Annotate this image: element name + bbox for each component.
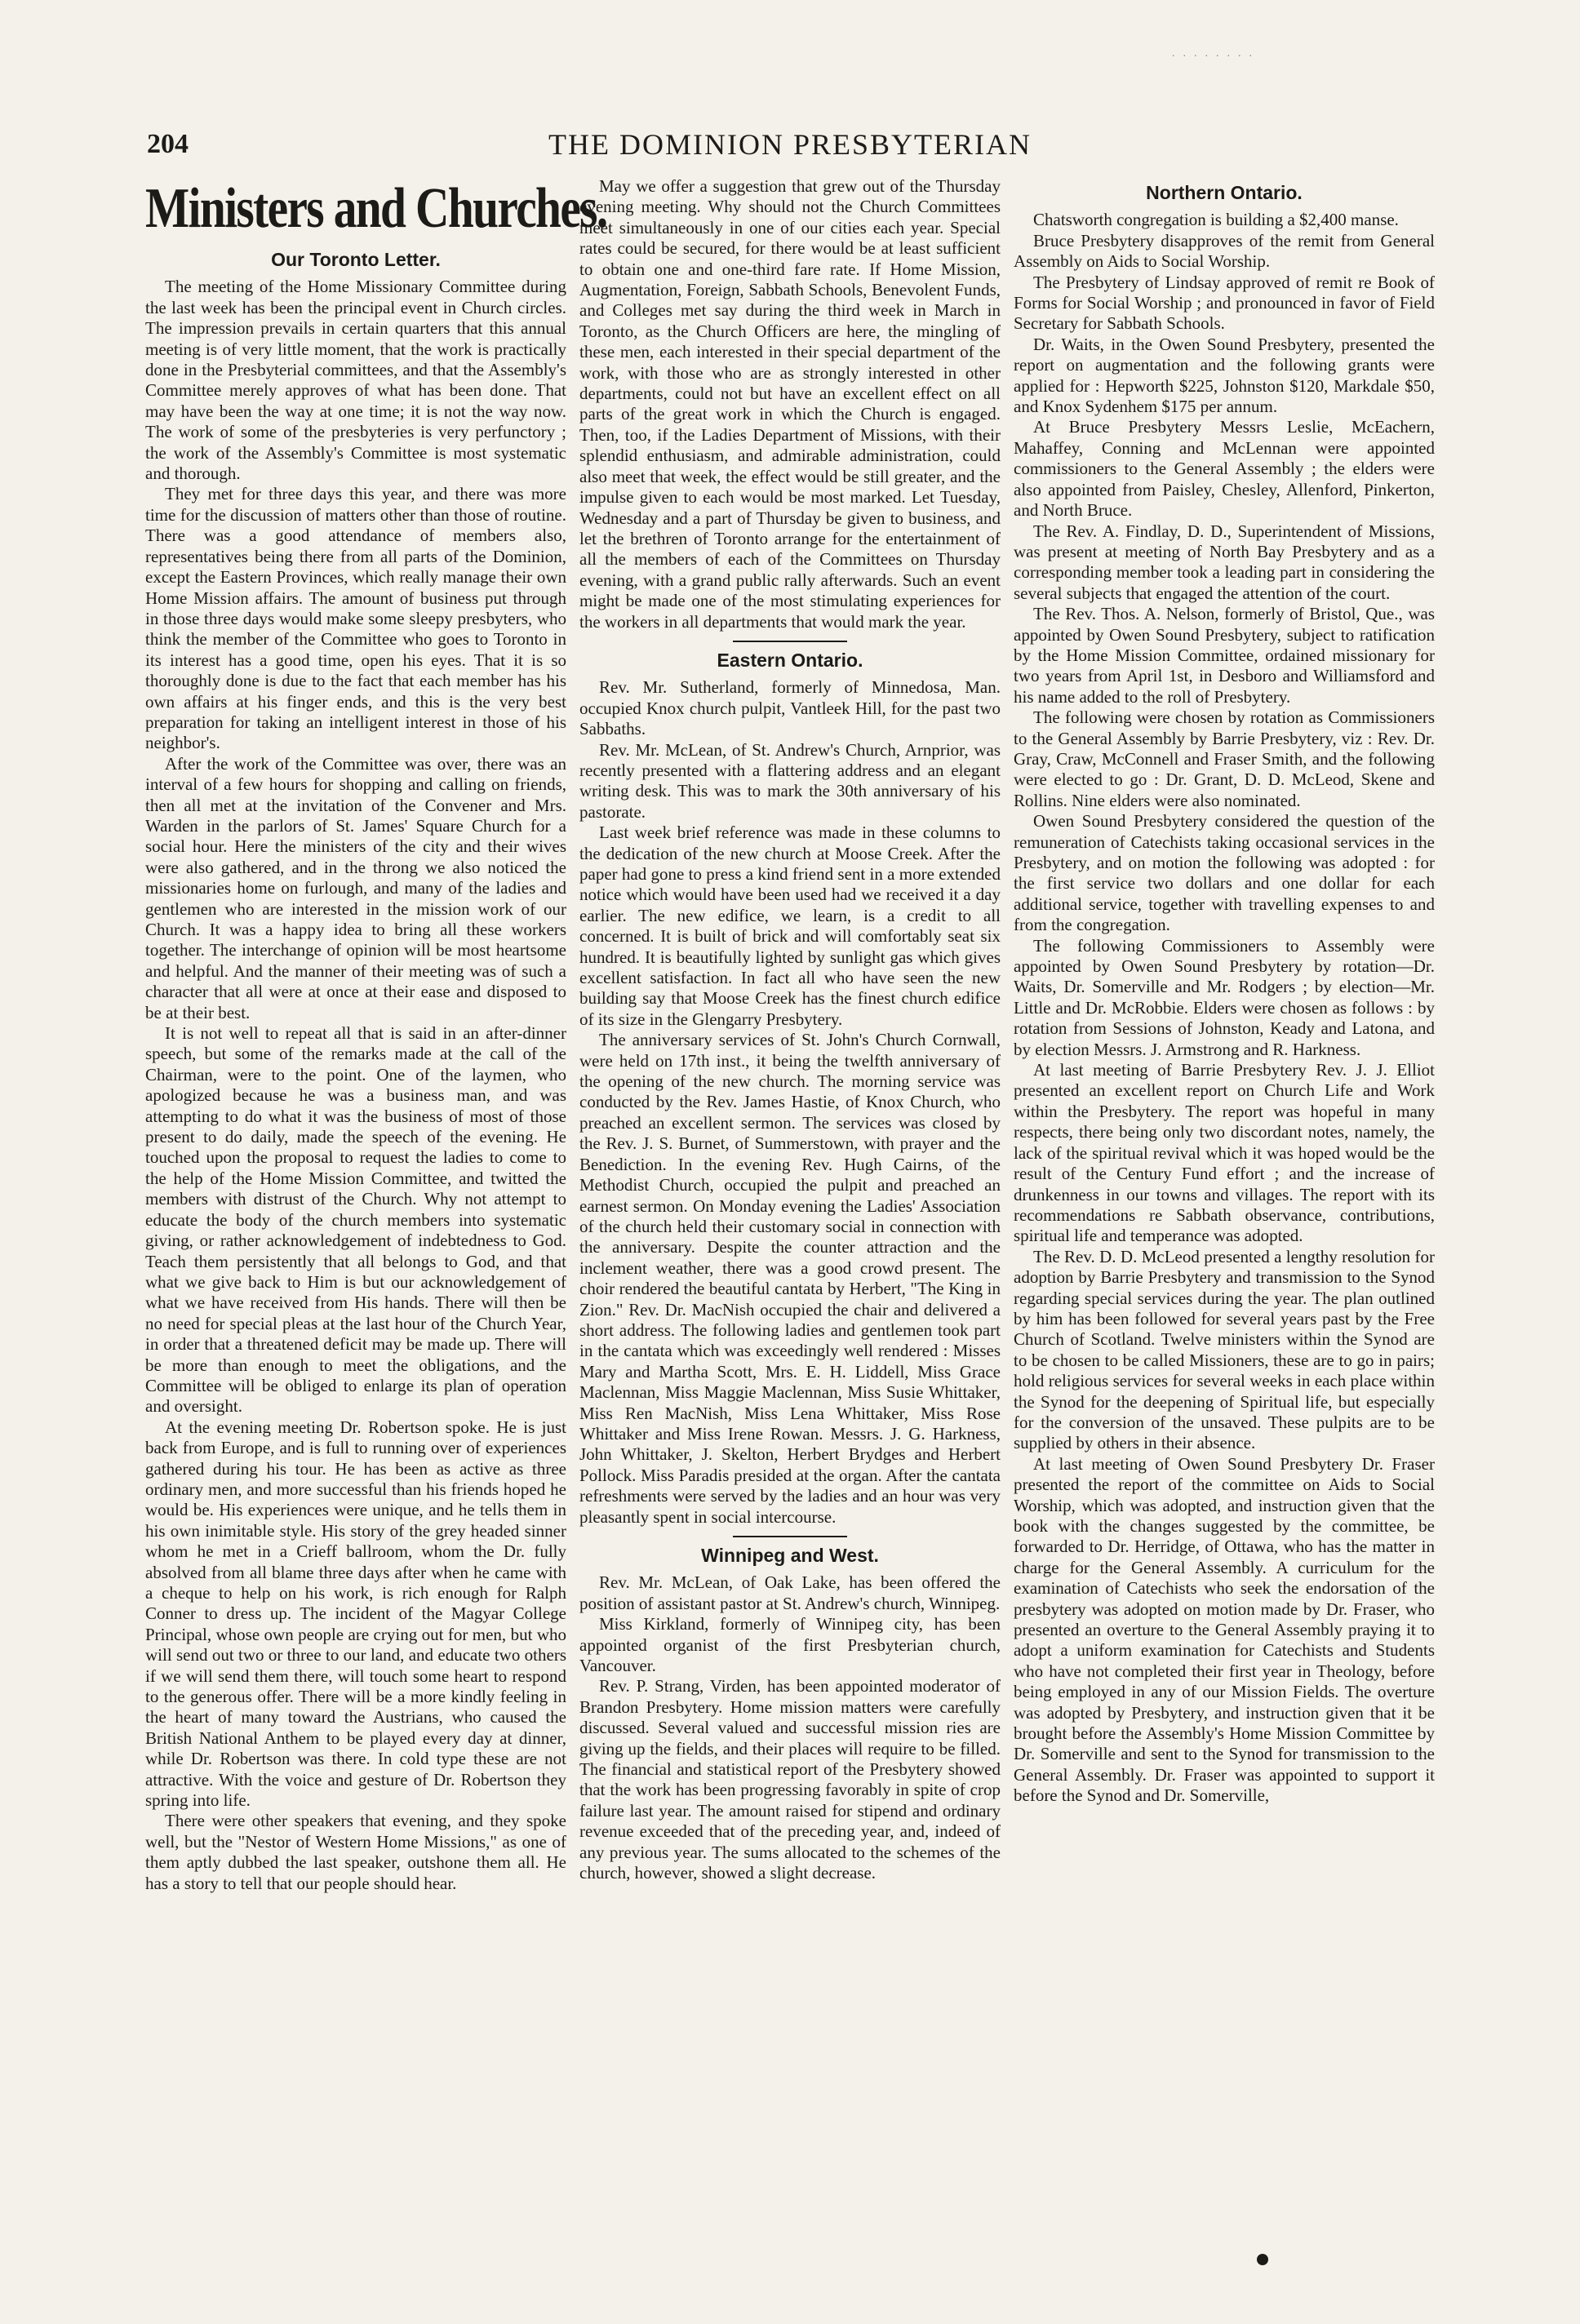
paragraph: The Rev. Thos. A. Nelson, formerly of Bristol, Que., was appointed by Owen Sound Presbytery, subject to ratification by the Home Mission Committee, ordained missionary for two years from April 1st, in Desboro and Williamsford and his name added to the roll of Presbytery. [1014, 604, 1435, 707]
running-head: THE DOMINION PRESBYTERIAN [548, 128, 1032, 161]
paragraph: The Rev. A. Findlay, D. D., Superintendent of Missions, was present at meeting of North Bay Presbytery and as a corresponding member took a leading part in considering the several subjects that engaged the attention of the court. [1014, 521, 1435, 603]
paragraph: Owen Sound Presbytery considered the question of the remuneration of Catechists taking occasional services in the Presbytery, and on motion the following was adopted : for the first service two dollars and one dollar for each additional service, together with travelling expenses to and from the congregation. [1014, 811, 1435, 935]
section-rule [733, 1536, 847, 1537]
section-heading-toronto: Our Toronto Letter. [271, 249, 441, 270]
paragraph: The following were chosen by rotation as Commissioners to the General Assembly by Barrie Presbytery, viz : Rev. Dr. Gray, Craw, McConnell and Fraser Smith, and the following were elected to go : Dr. Grant, D. D. McLeod, Skene and Rollins. Nine elders were also nominated. [1014, 707, 1435, 810]
paragraph: At the evening meeting Dr. Robertson spoke. He is just back from Europe, and is full to running over of experiences gathered during his tour. He has been as active as three ordinary men, and more successful than his friends hoped he would be. His experiences were unique, and he tells them in his own inimitable style. His story of the grey headed sinner whom he met in a Crieff ballroom, whom the Dr. fully absolved from all blame three days after when he came with a cheque to help on his work, is rich enough for Ralph Conner to dress up. The incident of the Magyar College Principal, whose own people are crying out for men, but who will send out two or three to our land, and educate two others if we will send them there, will touch some heart to respond to the generous offer. There will be a more kindly feeling in the heart of many toward the Austrians, who caused the British National Anthem to be played every day at dinner, while Dr. Robertson was there. In cold type these are not attractive. With the voice and gesture of Dr. Robertson they spring into life. [145, 1417, 566, 1811]
section-heading-winnipeg: Winnipeg and West. [701, 1545, 879, 1566]
paragraph: At last meeting of Owen Sound Presbytery Dr. Fraser presented the report of the committee on Aids to Social Worship, which was adopted, and instruction given that the book with the changes suggested by the committee, be forwarded to Dr. Herridge, of Ottawa, who has the matter in charge for the General Assembly. A curriculum for the examination of Catechists who seek the endorsation of the presbytery was adopted on motion made by Dr. Fraser, who presented an overture to the General Assembly praying it to adopt a uniform examination for Catechists and Students who have not completed their first year in Theology, before being employed in any of our Mission Fields. The overture was adopted by Presbytery, and instruction given that it be brought before the Assembly's Home Mission Committee by Dr. Somerville and sent to the Synod for transmission to the General Assembly. Dr. Fraser was appointed to support it before the Synod and Dr. Somerville, [1014, 1453, 1435, 1806]
ink-dot [1257, 2254, 1268, 2265]
paragraph: Chatsworth congregation is building a $2,400 manse. [1033, 210, 1399, 230]
paragraph: At Bruce Presbytery Messrs Leslie, McEachern, Mahaffey, Conning and McLennan were appointed commissioners to the General Assembly ; the elders were also appointed from Paisley, Chesley, Allenford, Pinkerton, and North Bruce. [1014, 417, 1435, 521]
paragraph: Rev. Mr. McLean, of St. Andrew's Church, Arnprior, was recently presented with a flattering address and an elegant writing desk. This was to mark the 30th anniversary of his pastorate. [579, 739, 1001, 822]
paragraph: Rev. P. Strang, Virden, has been appointed moderator of Brandon Presbytery. Home mission matters were carefully discussed. Several valued and successful mission ries are giving up the fields, and their places will require to be filled. The financial and statistical report of the Presbytery showed that the work has been progressing favorably in spite of crop failure last year. The amount raised for stipend and ordinary revenue exceeded that of the preceding year, and, indeed of any previous year. The sums allocated to the schemes of the church, however, showed a slight decrease. [579, 1676, 1001, 1883]
paragraph: Dr. Waits, in the Owen Sound Presbytery, presented the report on augmentation and the following grants were applied for : Hepworth $225, Johnston $120, Markdale $50, and Knox Sydenhem $175 per annum. [1014, 334, 1435, 417]
column-2 [579, 176, 1001, 1884]
paragraph: Rev. Mr. Sutherland, formerly of Minnedosa, Man. occupied Knox church pulpit, Vantleek Hill, for the past two Sabbaths. [579, 677, 1001, 739]
paragraph: The Presbytery of Lindsay approved of remit re Book of Forms for Social Worship ; and pronounced in favor of Field Secretary for Sabbath Schools. [1014, 272, 1435, 334]
column-1 [145, 176, 607, 1894]
paragraph: Last week brief reference was made in these columns to the dedication of the new church at Moose Creek. After the paper had gone to press a kind friend sent in a more extended notice which would have been used had we received it a day earlier. The new edifice, we learn, is a credit to all concerned. It is built of brick and will comfortably seat six hundred. It is beautifully lighted by sunlight gas which gives excellent satisfaction. In fact all who have seen the new building say that Moose Creek has the finest church edifice of its size in the Glengarry Presbytery. [579, 823, 1001, 1029]
column-3 [1014, 176, 1435, 1807]
section-heading-eastern: Eastern Ontario. [717, 649, 863, 671]
paragraph: Bruce Presbytery disapproves of the remit from General Assembly on Aids to Social Worship. [1014, 230, 1435, 272]
paragraph: May we offer a suggestion that grew out of the Thursday evening meeting. Why should not the Church Committees meet simultaneously in one of our cities each year. Special rates could be secured, for there would be at least sufficient to obtain one and one-third fare rate. If Home Mission, Augmentation, Foreign, Sabbath Schools, Benevolent Funds, and Colleges met say during the third week in March in Toronto, as the Church Officers are here, the mingling of these men, each interested in their special department of the work, with those who are as strongly interested in other departments, could not but have an excellent effect on all parts of the great work in which the Church is engaged. Then, too, if the Ladies Department of Missions, with their splendid enthusiasm, and admirable administration, could also meet that week, the effect would be still greater, and the impulse given to each would be most marked. Let Tuesday, Wednesday and a part of Thursday be given to business, and let the brethren of Toronto arrange for the entertainment of all the members of each of the Committees on Thursday evening, with a grand public rally afterwards. Such an event might be made one of the most stimulating experiences for the workers in all departments that would mark the year. [579, 176, 1001, 632]
paragraph: It is not well to repeat all that is said in an after-dinner speech, but some of the remarks made at the call of the Chairman, were to the point. One of the laymen, who apologized because he was a business man, and was attempting to do what it was the business of most of those present to do daily, made the speech of the evening. He touched upon the proposal to request the ladies to come to the help of the Home Mission Committee, and twitted the members with distrust of the Church. Why not attempt to educate the body of the church members into systematic giving, or rather acknowledgement of indebtedness to God. Teach them persistently that all belongs to God, and that what we give back to Him is but our acknowledgement of what we have received from His hands. There will then be no need for special pleas at the last hour of the Church Year, in order that a threatened deficit may be made up. There will be more than enough to meet the obligations, and the Committee will be obliged to enlarge its plan of operation and oversight. [145, 1023, 566, 1417]
section-heading-northern: Northern Ontario. [1146, 182, 1303, 203]
paragraph: There were other speakers that evening, and they spoke well, but the "Nestor of Western Home Missions," as one of them aptly dubbed the last speaker, outshone them all. He has a story to tell that our people should hear. [145, 1811, 566, 1893]
paragraph: Miss Kirkland, formerly of Winnipeg city, has been appointed organist of the first Presbyterian church, Vancouver. [579, 1614, 1001, 1676]
page-number: 204 [147, 129, 189, 159]
paragraph: After the work of the Committee was over, there was an interval of a few hours for shopping and calling on friends, then all met at the invitation of the Convener and Mrs. Warden in the parlors of St. James' Square Church for a social hour. Here the ministers of the city and their wives were also gathered, and in the throng we also noticed the missionaries home on furlough, and many of the ladies and gentlemen who are interested in the mission work of our Church. It was a happy idea to bring all these workers together. The interchange of opinion will be most heartsome and helpful. And the manner of their meeting was of such a character that all were at once at their ease and disposed to be at their best. [145, 753, 566, 1022]
paragraph: The anniversary services of St. John's Church Cornwall, were held on 17th inst., it being the twelfth anniversary of the opening of the new church. The morning service was conducted by the Rev. James Hastie, of Knox Church, who preached an excellent sermon. The services was closed by the Rev. J. S. Burnet, of Summerstown, with prayer and the Benediction. In the evening Rev. Hugh Cairns, of the Methodist Church, occupied the pulpit and preached an earnest sermon. On Monday evening the Ladies' Association of the church held their customary social in connection with the anniversary. Despite the counter attraction and the inclement weather, there was a good crowd present. The choir rendered the beautiful cantata by Herbert, "The King in Zion." Rev. Dr. MacNish occupied the chair and delivered a short address. The following ladies and gentlemen took part in the cantata which was exceedingly well rendered : Misses Mary and Martha Scott, Mrs. E. H. Liddell, Miss Grace Maclennan, Miss Maggie Maclennan, Miss Susie Whittaker, Miss Ren MacNish, Miss Lena Whittaker, Miss Rose Whittaker and Miss Irene Rowan. Messrs. J. G. Harkness, John Whittaker, J. Skelton, Herbert Brydges and Herbert Pollock. Miss Paradis presided at the organ. After the cantata refreshments were served by the ladies and an hour was very pleasantly spent in social intercourse. [579, 1030, 1001, 1527]
top-ornament: ........ [1172, 47, 1260, 60]
section-rule [733, 641, 847, 642]
paragraph: The following Commissioners to Assembly were appointed by Owen Sound Presbytery by rotation—Dr. Waits, Dr. Somerville and Mr. Rodgers ; by election—Mr. Little and Dr. McRobbie. Elders were chosen as follows : by rotation from Sessions of Johnston, Keady and Latona, and by election Messrs. J. Armstrong and R. Harkness. [1014, 935, 1435, 1059]
paragraph: Rev. Mr. McLean, of Oak Lake, has been offered the position of assistant pastor at St. Andrew's church, Winnipeg. [579, 1572, 1001, 1613]
paragraph: The meeting of the Home Missionary Committee during the last week has been the principal event in Church circles. The impression prevails in certain quarters that this annual meeting is of very little moment, that the work is practically done in the Presbyterial committees, and that the Assembly's Committee merely approves of what has been done. That may have been the way at one time; it is not the way now. The work of some of the presbyteries is very perfunctory ; the work of the Assembly's Committee is most systematic and thorough. [145, 277, 566, 484]
paragraph: They met for three days this year, and there was more time for the discussion of matters other than those of routine. There was a good attendance of members also, representatives being there from all parts of the Dominion, except the Eastern Provinces, which really manage their own Home Mission affairs. The amount of business put through in those three days would make some sleepy presbyters, who think the member of the Committee who goes to Toronto in its interest has a good time, open his eyes. That it is so thoroughly done is due to the fact that each member has his own affairs at his finger ends, and this is the very best preparation for taking an intelligent interest in those of his neighbor's. [145, 484, 566, 753]
paragraph: The Rev. D. D. McLeod presented a lengthy resolution for adoption by Barrie Presbytery and transmission to the Synod regarding special services during the year. The plan outlined by him has been followed for several years past by the Free Church of Scotland. Twelve ministers within the Synod are to be chosen to be called Missioners, these are to go in pairs; hold religious services for several weeks in each place within the Synod for the deepening of Spiritual life, but especially for the conversion of the unsaved. These pulpits are to be supplied by others in their absence. [1014, 1246, 1435, 1453]
paragraph: At last meeting of Barrie Presbytery Rev. J. J. Elliot presented an excellent report on Church Life and Work within the Presbytery. The report was hopeful in many respects, there being only two discordant notes, namely, the lack of the spiritual revival which it was hoped would be the result of the Century Fund effort ; and the increase of drunkenness in our towns and villages. The report with its recommendations re Sabbath observance, contributions, spiritual life and temperance was adopted. [1014, 1060, 1435, 1246]
masthead: Ministers and Churches. [145, 177, 607, 240]
